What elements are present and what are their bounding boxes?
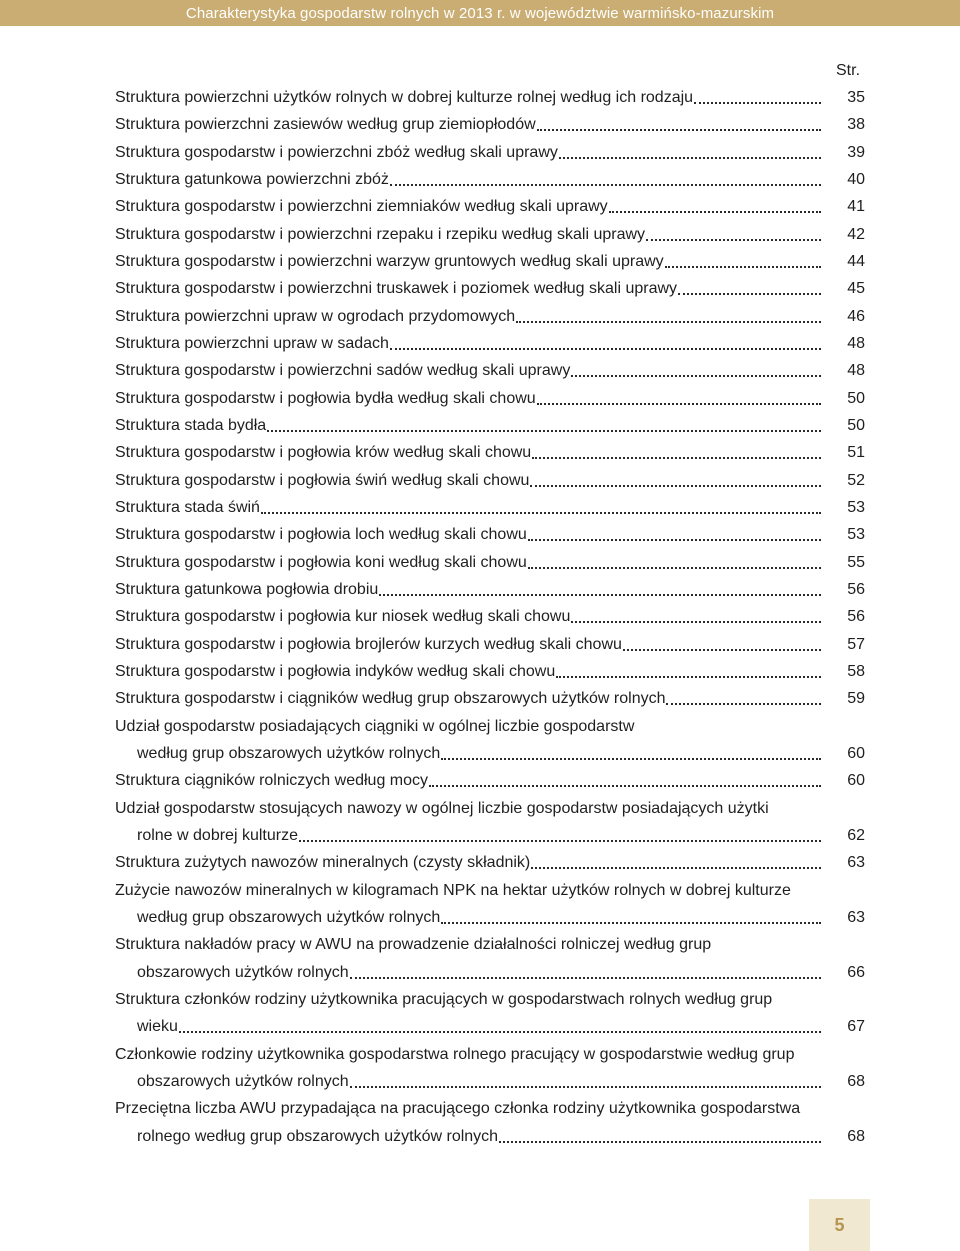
toc-entry-title-line-2: według grup obszarowych użytków rolnych xyxy=(137,744,441,762)
toc-entry-title-line-2: obszarowych użytków rolnych xyxy=(137,1072,349,1090)
toc-entry-page-number: 41 xyxy=(847,198,865,216)
toc-entry-page-number: 38 xyxy=(847,116,865,134)
dot-leader xyxy=(499,1127,821,1147)
toc-entry-title: Struktura gatunkowa pogłowia drobiu xyxy=(115,580,379,598)
toc-entry-title: Struktura gospodarstw i powierzchni zbóż według skali uprawy xyxy=(115,143,558,161)
toc-entry-page-number: 40 xyxy=(847,170,865,188)
toc-entry[interactable] xyxy=(115,334,865,362)
toc-entry-page-number: 53 xyxy=(847,526,865,544)
toc-entry[interactable] xyxy=(115,689,865,717)
toc-entry[interactable] xyxy=(115,279,865,307)
toc-entry-page-number: 68 xyxy=(847,1127,865,1145)
dot-leader xyxy=(530,471,821,491)
dot-leader xyxy=(528,525,821,545)
toc-entry-page-number: 48 xyxy=(847,334,865,352)
toc-entry-title-line-2: wieku xyxy=(137,1018,178,1036)
toc-entry-page-number: 48 xyxy=(847,362,865,380)
header-bar xyxy=(0,0,960,26)
toc-entry-title: Struktura gospodarstw i ciągników według grup obszarowych użytków rolnych xyxy=(115,690,666,708)
dot-leader xyxy=(665,252,821,272)
toc-entry-page-number: 42 xyxy=(847,225,865,243)
toc-entry[interactable] xyxy=(115,771,865,799)
toc-entry-title: Struktura gatunkowa powierzchni zbóż xyxy=(115,170,389,188)
toc-entry-title-line-1: Przeciętna liczba AWU przypadająca na pracującego członka rodziny użytkownika gospodarstwa xyxy=(115,1100,801,1118)
dot-leader xyxy=(390,334,821,354)
toc-entry-title: Struktura gospodarstw i powierzchni sadów według skali uprawy xyxy=(115,362,571,380)
toc-entry-title: Struktura powierzchni użytków rolnych w dobrej kulturze rolnej według ich rodzaju xyxy=(115,89,694,106)
toc-entry[interactable] xyxy=(115,170,865,198)
dot-leader xyxy=(609,197,821,217)
toc-entry-title: Struktura gospodarstw i pogłowia bydła według skali chowu xyxy=(115,389,536,407)
toc-entry[interactable] xyxy=(115,252,865,280)
dot-leader xyxy=(571,361,821,381)
page-number: 5 xyxy=(834,1214,845,1235)
toc-entry[interactable] xyxy=(115,143,865,171)
toc-entry-page-number: 50 xyxy=(847,389,865,407)
toc-entry-title-line-1: Udział gospodarstw posiadających ciągniki w ogólnej liczbie gospodarstw xyxy=(115,717,635,735)
toc-entry-page-number: 46 xyxy=(847,307,865,325)
toc-entry[interactable] xyxy=(115,553,865,581)
toc-entry-page-number: 67 xyxy=(847,1018,865,1036)
toc-entry-title: Struktura zużytych nawozów mineralnych (czysty składnik) xyxy=(115,854,531,872)
toc-entry[interactable] xyxy=(115,607,865,635)
toc-entry[interactable] xyxy=(115,416,865,444)
toc-entry-page-number: 62 xyxy=(847,826,865,844)
dot-leader xyxy=(299,826,821,846)
toc-entry-title-line-2: obszarowych użytków rolnych xyxy=(137,963,349,981)
toc-entry-page-number: 44 xyxy=(847,252,865,270)
toc-entry-page-number: 50 xyxy=(847,416,865,434)
toc-entry-title: Struktura powierzchni upraw w sadach xyxy=(115,334,389,352)
toc-entry-title-line-1: Członkowie rodziny użytkownika gospodarstwa rolnego pracujący w gospodarstwie według grup xyxy=(115,1045,795,1063)
toc-entry-page-number: 56 xyxy=(847,608,865,626)
toc-entry-page-number: 52 xyxy=(847,471,865,489)
toc-entry-page-number: 60 xyxy=(847,772,865,790)
toc-entry[interactable] xyxy=(115,389,865,417)
toc-entry-page-number: 59 xyxy=(847,690,865,708)
toc-entry[interactable] xyxy=(115,881,865,937)
dot-leader xyxy=(678,279,821,299)
dot-leader xyxy=(694,88,821,108)
toc-entry-page-number: 35 xyxy=(847,89,865,106)
toc-entry[interactable] xyxy=(115,498,865,526)
toc-entry-page-number: 53 xyxy=(847,498,865,516)
toc-entry-title: Struktura powierzchni upraw w ogrodach przydomowych xyxy=(115,307,516,325)
toc-entry-title: Struktura powierzchni zasiewów według grup ziemiopłodów xyxy=(115,116,536,134)
toc-entry-title: Struktura gospodarstw i pogłowia loch według skali chowu xyxy=(115,526,527,544)
toc-entry-page-number: 55 xyxy=(847,553,865,571)
toc-entry-page-number: 60 xyxy=(847,744,865,762)
dot-leader xyxy=(261,498,821,518)
toc-entry[interactable] xyxy=(115,635,865,663)
toc-entry[interactable] xyxy=(115,662,865,690)
toc-entry-title: Struktura gospodarstw i pogłowia brojlerów kurzych według skali chowu xyxy=(115,635,622,653)
toc-entry[interactable] xyxy=(115,225,865,253)
toc-entry-page-number: 51 xyxy=(847,444,865,462)
dot-leader xyxy=(623,635,821,655)
toc-entry[interactable] xyxy=(115,197,865,225)
toc-entry-title-line-1: Struktura członków rodziny użytkownika pracujących w gospodarstwach rolnych według grup xyxy=(115,990,773,1008)
toc-entry[interactable] xyxy=(115,88,865,116)
toc-entry[interactable] xyxy=(115,525,865,553)
toc-entry-title: Struktura gospodarstw i pogłowia indyków według skali chowu xyxy=(115,662,556,680)
toc-entry-title: Struktura gospodarstw i pogłowia kur niosek według skali chowu xyxy=(115,608,571,626)
toc-entry[interactable] xyxy=(115,1045,865,1101)
toc-entry[interactable] xyxy=(115,990,865,1046)
toc-entry-title: Struktura gospodarstw i pogłowia krów według skali chowu xyxy=(115,444,532,462)
toc-entry-title: Struktura gospodarstw i powierzchni truskawek i poziomek według skali uprawy xyxy=(115,280,678,298)
toc-entry-title-line-2: rolnego według grup obszarowych użytków rolnych xyxy=(137,1127,499,1145)
dot-leader xyxy=(556,662,821,682)
toc-entry-title-line-2: według grup obszarowych użytków rolnych xyxy=(137,908,441,926)
toc-entry-title: Struktura gospodarstw i powierzchni ziemniaków według skali uprawy xyxy=(115,198,608,216)
dot-leader xyxy=(559,143,821,163)
toc-entry-title-line-1: Udział gospodarstw stosujących nawozy w ogólnej liczbie gospodarstw posiadających użytki xyxy=(115,799,769,817)
dot-leader xyxy=(528,553,821,573)
dot-leader xyxy=(441,908,821,928)
toc-entry[interactable] xyxy=(115,580,865,608)
toc-entry[interactable] xyxy=(115,935,865,991)
dot-leader xyxy=(390,170,821,190)
toc-entry-page-number: 66 xyxy=(847,963,865,981)
dot-leader xyxy=(537,115,821,135)
dot-leader xyxy=(441,744,821,764)
toc-entry[interactable] xyxy=(115,799,865,855)
dot-leader xyxy=(516,307,821,327)
toc-entry-title: Struktura stada bydła xyxy=(115,416,267,434)
toc-entry[interactable] xyxy=(115,307,865,335)
dot-leader xyxy=(267,416,821,436)
toc-entry-page-number: 63 xyxy=(847,908,865,926)
toc-entry-page-number: 45 xyxy=(847,280,865,298)
page-column-label: Str. xyxy=(836,62,861,79)
dot-leader xyxy=(666,689,821,709)
toc-entry[interactable] xyxy=(115,717,865,773)
toc-entry-page-number: 63 xyxy=(847,854,865,872)
toc-entry-title: Struktura stada świń xyxy=(115,498,260,516)
toc-entry-title-line-2: rolne w dobrej kulturze xyxy=(137,826,298,844)
toc-entry-page-number: 39 xyxy=(847,143,865,161)
dot-leader xyxy=(646,225,821,245)
dot-leader xyxy=(537,389,821,409)
toc-entry-title: Struktura ciągników rolniczych według mocy xyxy=(115,772,429,790)
toc-entry-page-number: 56 xyxy=(847,580,865,598)
page-number-box xyxy=(809,1199,870,1251)
header-title: Charakterystyka gospodarstw rolnych w 2013 r. w województwie warmińsko-mazurskim xyxy=(185,4,775,22)
toc-entry-title: Struktura gospodarstw i powierzchni rzepaku i rzepiku według skali uprawy xyxy=(115,225,646,243)
toc-entry-title-line-1: Zużycie nawozów mineralnych w kilogramach NPK na hektar użytków rolnych w dobrej kulturze xyxy=(115,881,791,899)
toc-entry-title: Struktura gospodarstw i pogłowia świń według skali chowu xyxy=(115,471,530,489)
toc-entry[interactable] xyxy=(115,361,865,389)
toc-entry[interactable] xyxy=(115,1099,865,1155)
toc-entry[interactable] xyxy=(115,471,865,499)
dot-leader xyxy=(179,1017,821,1037)
toc-entry-page-number: 58 xyxy=(847,662,865,680)
toc-entry-page-number: 57 xyxy=(847,635,865,653)
toc-entry[interactable] xyxy=(115,443,865,471)
toc-entry-title: Struktura gospodarstw i powierzchni warzyw gruntowych według skali uprawy xyxy=(115,252,664,270)
dot-leader xyxy=(571,607,821,627)
toc-entry-page-number: 68 xyxy=(847,1072,865,1090)
dot-leader xyxy=(429,771,821,791)
dot-leader xyxy=(379,580,821,600)
dot-leader xyxy=(531,853,821,873)
toc-entry-title: Struktura gospodarstw i pogłowia koni według skali chowu xyxy=(115,553,527,571)
dot-leader xyxy=(350,1072,821,1092)
dot-leader xyxy=(532,443,821,463)
dot-leader xyxy=(350,963,821,983)
toc-entry[interactable] xyxy=(115,853,865,881)
toc-entry[interactable] xyxy=(115,115,865,143)
toc-entry-title-line-1: Struktura nakładów pracy w AWU na prowadzenie działalności rolniczej według grup xyxy=(115,936,712,954)
